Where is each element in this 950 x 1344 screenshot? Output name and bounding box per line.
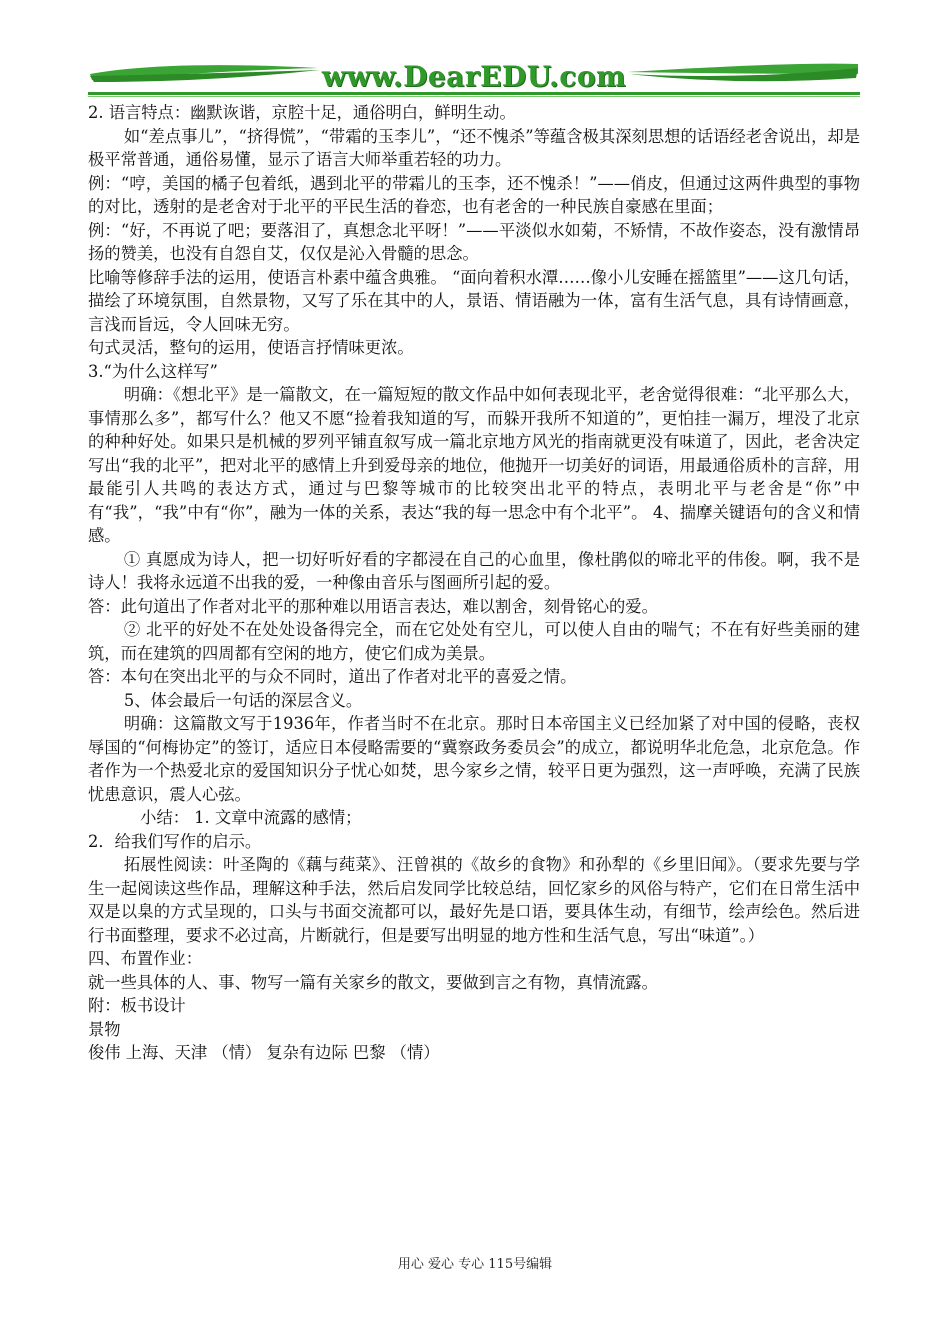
summary-line: 2．给我们写作的启示。 bbox=[88, 831, 262, 851]
section-heading: 5、体会最后一句话的深层含义。 bbox=[123, 690, 363, 710]
site-logo: www.DearEDU.com bbox=[321, 60, 627, 93]
board-design-line: 俊伟 上海、天津 （情） 复杂有边际 巴黎 （情） bbox=[88, 1043, 440, 1062]
paragraph: 明确：这篇散文写于1936年，作者当时不在北京。那时日本帝国主义已经加紧了对中国的侵略，丧权辱国的“何梅协定”的签订，适应日本侵略需要的“冀察政务委员会”的成立，都说明华北危急，北京危急。作者作为一个热爱北京的爱国知识分子忧心如焚，思今家乡之情，较平日更为强烈，这一声呼唤，充满了民族忧患意识，震人心弦。 bbox=[88, 714, 860, 804]
paragraph: 明确：《想北平》是一篇散文，在一篇短短的散文作品中如何表现北平，老舍觉得很难：“北平那么大，事情那么多”，都写什么？他又不愿“捡着我知道的写，而躲开我所不知道的”，更怕挂一漏万，埋没了北京的种种好处。如果只是机械的罗列平铺直叙写成一篇北京地方风光的指南就更没有味道了，因此，老舍决定写出“我的北平”，把对北平的感情上升到爱母亲的地位，他抛开一切美好的词语，用最通俗质朴的言辞，用最能引人共鸣的表达方式，通过与巴黎等城市的比较突出北平的特点，表明北平与老舍是“你”中有“我”，“我”中有“你”，融为一体的关系，表达“我的每一思念中有个北平”。 4、揣摩关键语句的含义和情感。 bbox=[88, 385, 860, 545]
example-paragraph: 例：“好，不再说了吧；要落泪了，真想念北平呀！”——平淡似水如菊，不矫情，不故作姿态，没有激情昂扬的赞美，也没有自怨自艾，仅仅是沁入骨髓的思念。 bbox=[88, 220, 860, 263]
paragraph: 就一些具体的人、事、物写一篇有关家乡的散文，要做到言之有物，真情流露。 bbox=[88, 972, 658, 992]
section-heading: 四、布置作业： bbox=[88, 949, 202, 968]
paragraph: 如“差点事儿”，“挤得慌”，“带霜的玉李儿”，“还不愧杀”等蕴含极其深刻思想的话语经老舍说出，却是极平常普通，通俗易懂，显示了语言大师举重若轻的功力。 bbox=[88, 126, 860, 169]
summary-line: 小结： 1. 文章中流露的感情； bbox=[140, 808, 362, 827]
paragraph: 句式灵活，整句的运用，使语言抒情味更浓。 bbox=[88, 338, 414, 357]
section-heading: 3.“为什么这样写” bbox=[88, 361, 218, 381]
paragraph: 比喻等修辞手法的运用，使语言朴素中蕴含典雅。 “面向着积水潭……像小儿安睡在摇篮里”——这几句话，描绘了环境氛围，自然景物，又写了乐在其中的人，景语、情语融为一体，富有生活气息，具有诗情画意，言浅而旨远，令人回味无穷。 bbox=[88, 267, 860, 334]
answer-paragraph: 答：此句道出了作者对北平的那种难以用语言表达，难以割舍，刻骨铭心的爱。 bbox=[88, 596, 658, 616]
quote-paragraph: ① 真愿成为诗人，把一切好听好看的字都浸在自己的心血里，像杜鹃似的啼北平的伟俊。啊，我不是诗人！我将永远道不出我的爱，一种像由音乐与图画所引起的爱。 bbox=[88, 549, 860, 592]
page-footer: 用心 爱心 专心 115号编辑 bbox=[397, 1257, 553, 1272]
section-heading: 附：板书设计 bbox=[88, 996, 186, 1015]
example-paragraph: 例：“哼，美国的橘子包着纸，遇到北平的带霜儿的玉李，还不愧杀！”——俏皮，但通过这两件典型的事物的对比，透射的是老舍对于北平的平民生活的眷恋，也有老舍的一种民族自豪感在里面； bbox=[88, 173, 860, 216]
board-design-line: 景物 bbox=[88, 1019, 121, 1039]
page-header bbox=[88, 52, 860, 100]
document-body bbox=[88, 101, 860, 1065]
section-language-features: 2. 语言特点：幽默诙谐，京腔十足，通俗明白，鲜明生动。 bbox=[88, 103, 516, 122]
answer-paragraph: 答：本句在突出北平的与众不同时，道出了作者对北平的喜爱之情。 bbox=[88, 667, 577, 686]
paragraph: 拓展性阅读：叶圣陶的《藕与莼菜》、汪曾祺的《故乡的食物》和孙犁的《乡里旧闻》。（要求先要与学生一起阅读这些作品，理解这种手法，然后启发同学比较总结，回忆家乡的风俗与特产，它们在日常生活中双是以臬的方式呈现的，口头与书面交流都可以，最好先是口语，要具体生动，有细节，绘声绘色。然后进行书面整理，要求不必过高，片断就行，但是要写出明显的地方性和生活气息，写出“味道”。） bbox=[88, 855, 860, 945]
quote-paragraph: ② 北平的好处不在处处设备得完全，而在它处处有空儿，可以使人自由的喘气；不在有好些美丽的建筑，而在建筑的四周都有空闲的地方，使它们成为美景。 bbox=[88, 620, 860, 663]
